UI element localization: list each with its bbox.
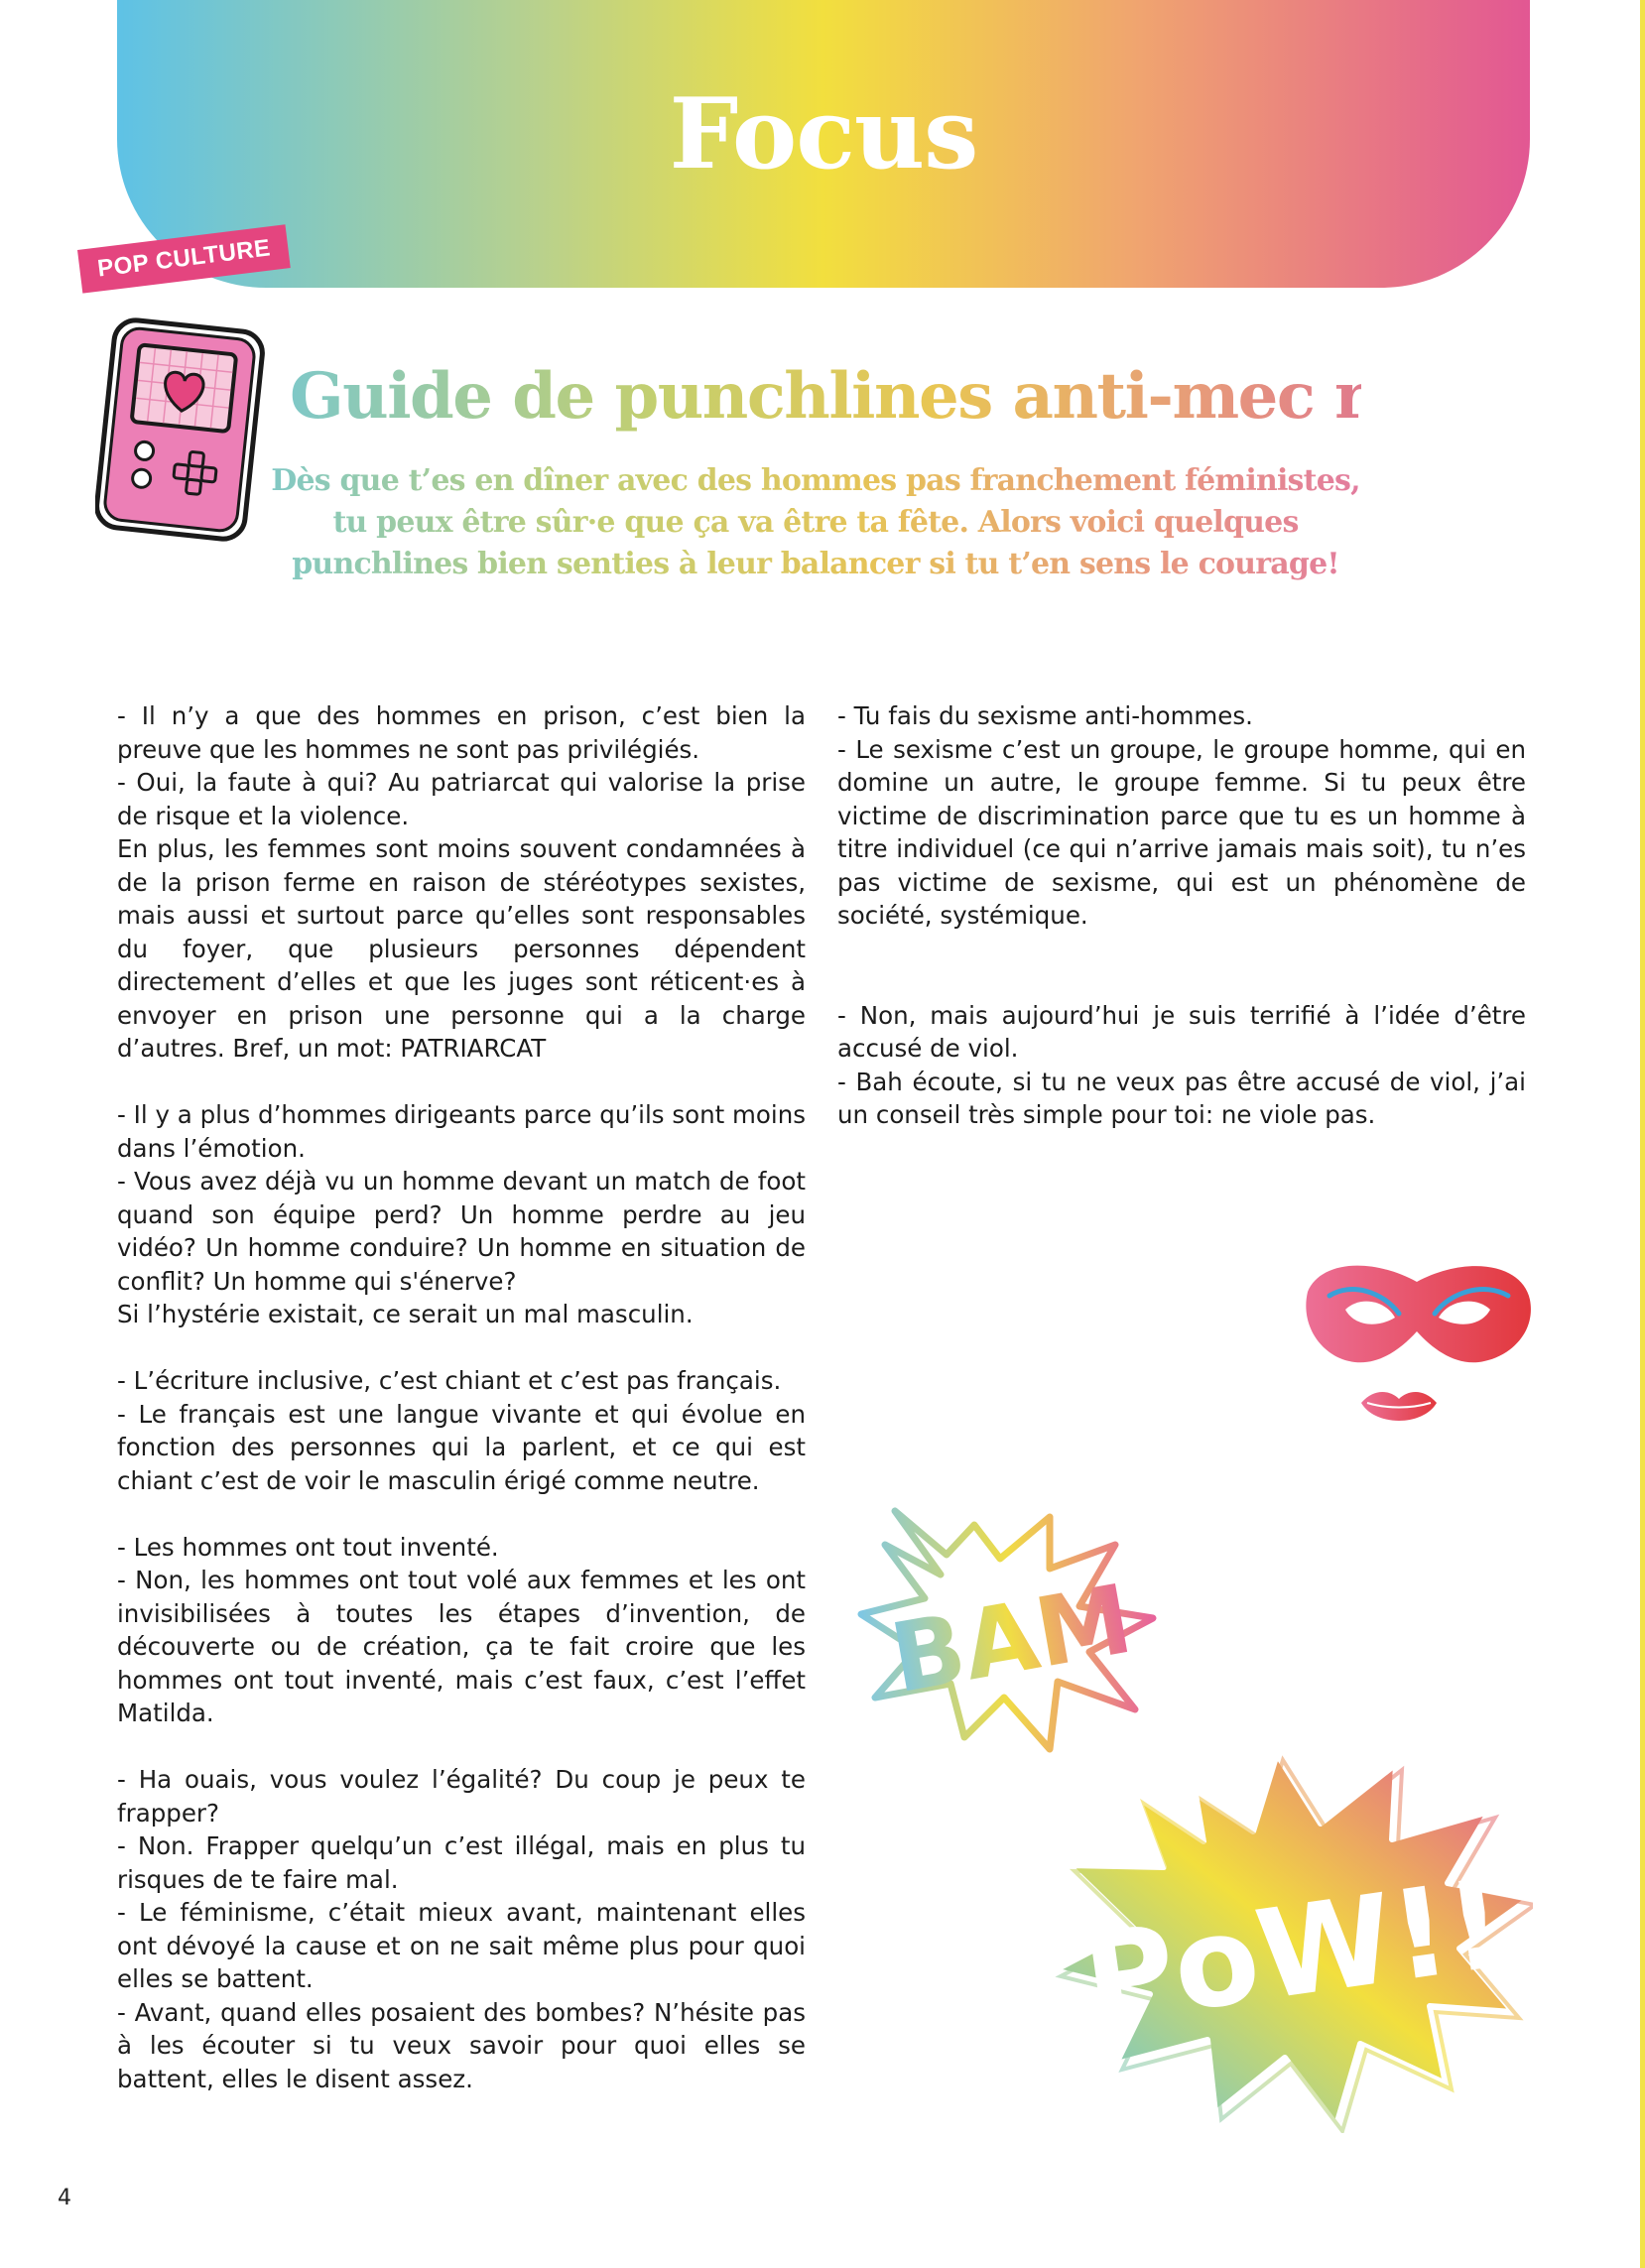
paragraph: - L’écriture inclusive, c’est chiant et c’est pas français. (117, 1366, 782, 1395)
article-headline: Guide de punchlines anti-mec relou (290, 359, 1514, 434)
pop-culture-tag: POP CULTURE (77, 224, 291, 293)
page-number: 4 (58, 2186, 71, 2210)
paragraph: En plus, les femmes sont moins souvent condamnées à de la prison ferme en raison de stéréotypes sexistes, mais aussi et surtout parce qu’elles sont responsables du foyer, que plusieurs personnes dépendent directement d’elles et que les juges sont réticent·es à envoyer en prison une personne qui a la charge d’autres. Bref, un mot: PATRIARCAT (117, 834, 806, 1063)
paragraph: - Le français est une langue vivante et qui évolue en fonction des personnes qui la parlent, et ce qui est chiant c’est de voir le masculin érigé comme neutre. (117, 1399, 806, 1495)
paragraph: - Bah écoute, si tu ne veux pas être accusé de viol, j’ai un conseil très simple pour toi: ne viole pas. (837, 1067, 1526, 1129)
article-intro (260, 460, 1371, 585)
paragraph: - Ha ouais, vous voulez l’égalité? Du coup je peux te frapper? (117, 1765, 806, 1827)
game-console-icon (95, 315, 274, 544)
paragraph: - Le sexisme c’est un groupe, le groupe homme, qui en domine un autre, le groupe femme. Si tu peux être victime de discrimination parce que tu es un homme à titre individuel (ce qui n’arrive jamais mais soit), tu n’es pas victime de sexisme, qui est un phénomène de société, systémique. (837, 734, 1526, 930)
paragraph: - Les hommes ont tout inventé. (117, 1532, 499, 1562)
paragraph: - Le féminisme, c’était mieux avant, maintenant elles ont dévoyé la cause et on ne sait même plus pour quoi elles se battent. (117, 1898, 806, 1993)
banner-title: Focus (669, 77, 978, 191)
left-column (117, 699, 806, 2095)
bam-sticker (855, 1503, 1163, 1761)
paragraph: - Vous avez déjà vu un homme devant un match de foot quand son équipe perd? Un homme perdre au jeu vidéo? Un homme conduire? Un homme en situation de conflit? Un homme qui s'énerve? (117, 1167, 806, 1296)
paragraph: - Non. Frapper quelqu’un c’est illégal, mais en plus tu risques de te faire mal. (117, 1831, 806, 1894)
pow-text: PoW!! (1075, 1852, 1514, 2053)
paragraph: - Non, les hommes ont tout volé aux femmes et les ont invisibilisées à toutes les étapes d’invention, de découverte ou de création, ça te fait croire que les hommes ont tout inventé, mais c’est faux, c’est l’effet Matilda. (117, 1566, 806, 1727)
page-edge (1640, 0, 1645, 2268)
focus-banner (117, 0, 1530, 288)
paragraph: - Tu fais du sexisme anti-hommes. (837, 701, 1253, 730)
bam-text: BAM (883, 1563, 1140, 1715)
paragraph: - Oui, la faute à qui? Au patriarcat qui valorise la prise de risque et la violence. (117, 768, 806, 830)
paragraph: - Il y a plus d’hommes dirigeants parce qu’ils sont moins dans l’émotion. (117, 1100, 806, 1163)
paragraph: - Il n’y a que des hommes en prison, c’est bien la preuve que les hommes ne sont pas privilégiés. (117, 701, 806, 764)
intro-line: Dès que t’es en dîner avec des hommes pas franchement féministes, (271, 463, 1360, 498)
intro-line: tu peux être sûr·e que ça va être ta fête. Alors voici quelques (332, 505, 1299, 540)
carnival-mask-icon (1300, 1252, 1538, 1441)
right-column (837, 699, 1526, 1132)
paragraph: - Non, mais aujourd’hui je suis terrifié à l’idée d’être accusé de viol. (837, 1000, 1526, 1063)
pow-sticker (1047, 1746, 1533, 2133)
paragraph: - Avant, quand elles posaient des bombes? N’hésite pas à les écouter si tu veux savoir pour quoi elles se battent, elles le disent assez. (117, 1997, 806, 2093)
intro-line: punchlines bien senties à leur balancer si tu t’en sens le courage! (292, 547, 1339, 581)
paragraph: Si l’hystérie existait, ce serait un mal masculin. (117, 1300, 694, 1328)
